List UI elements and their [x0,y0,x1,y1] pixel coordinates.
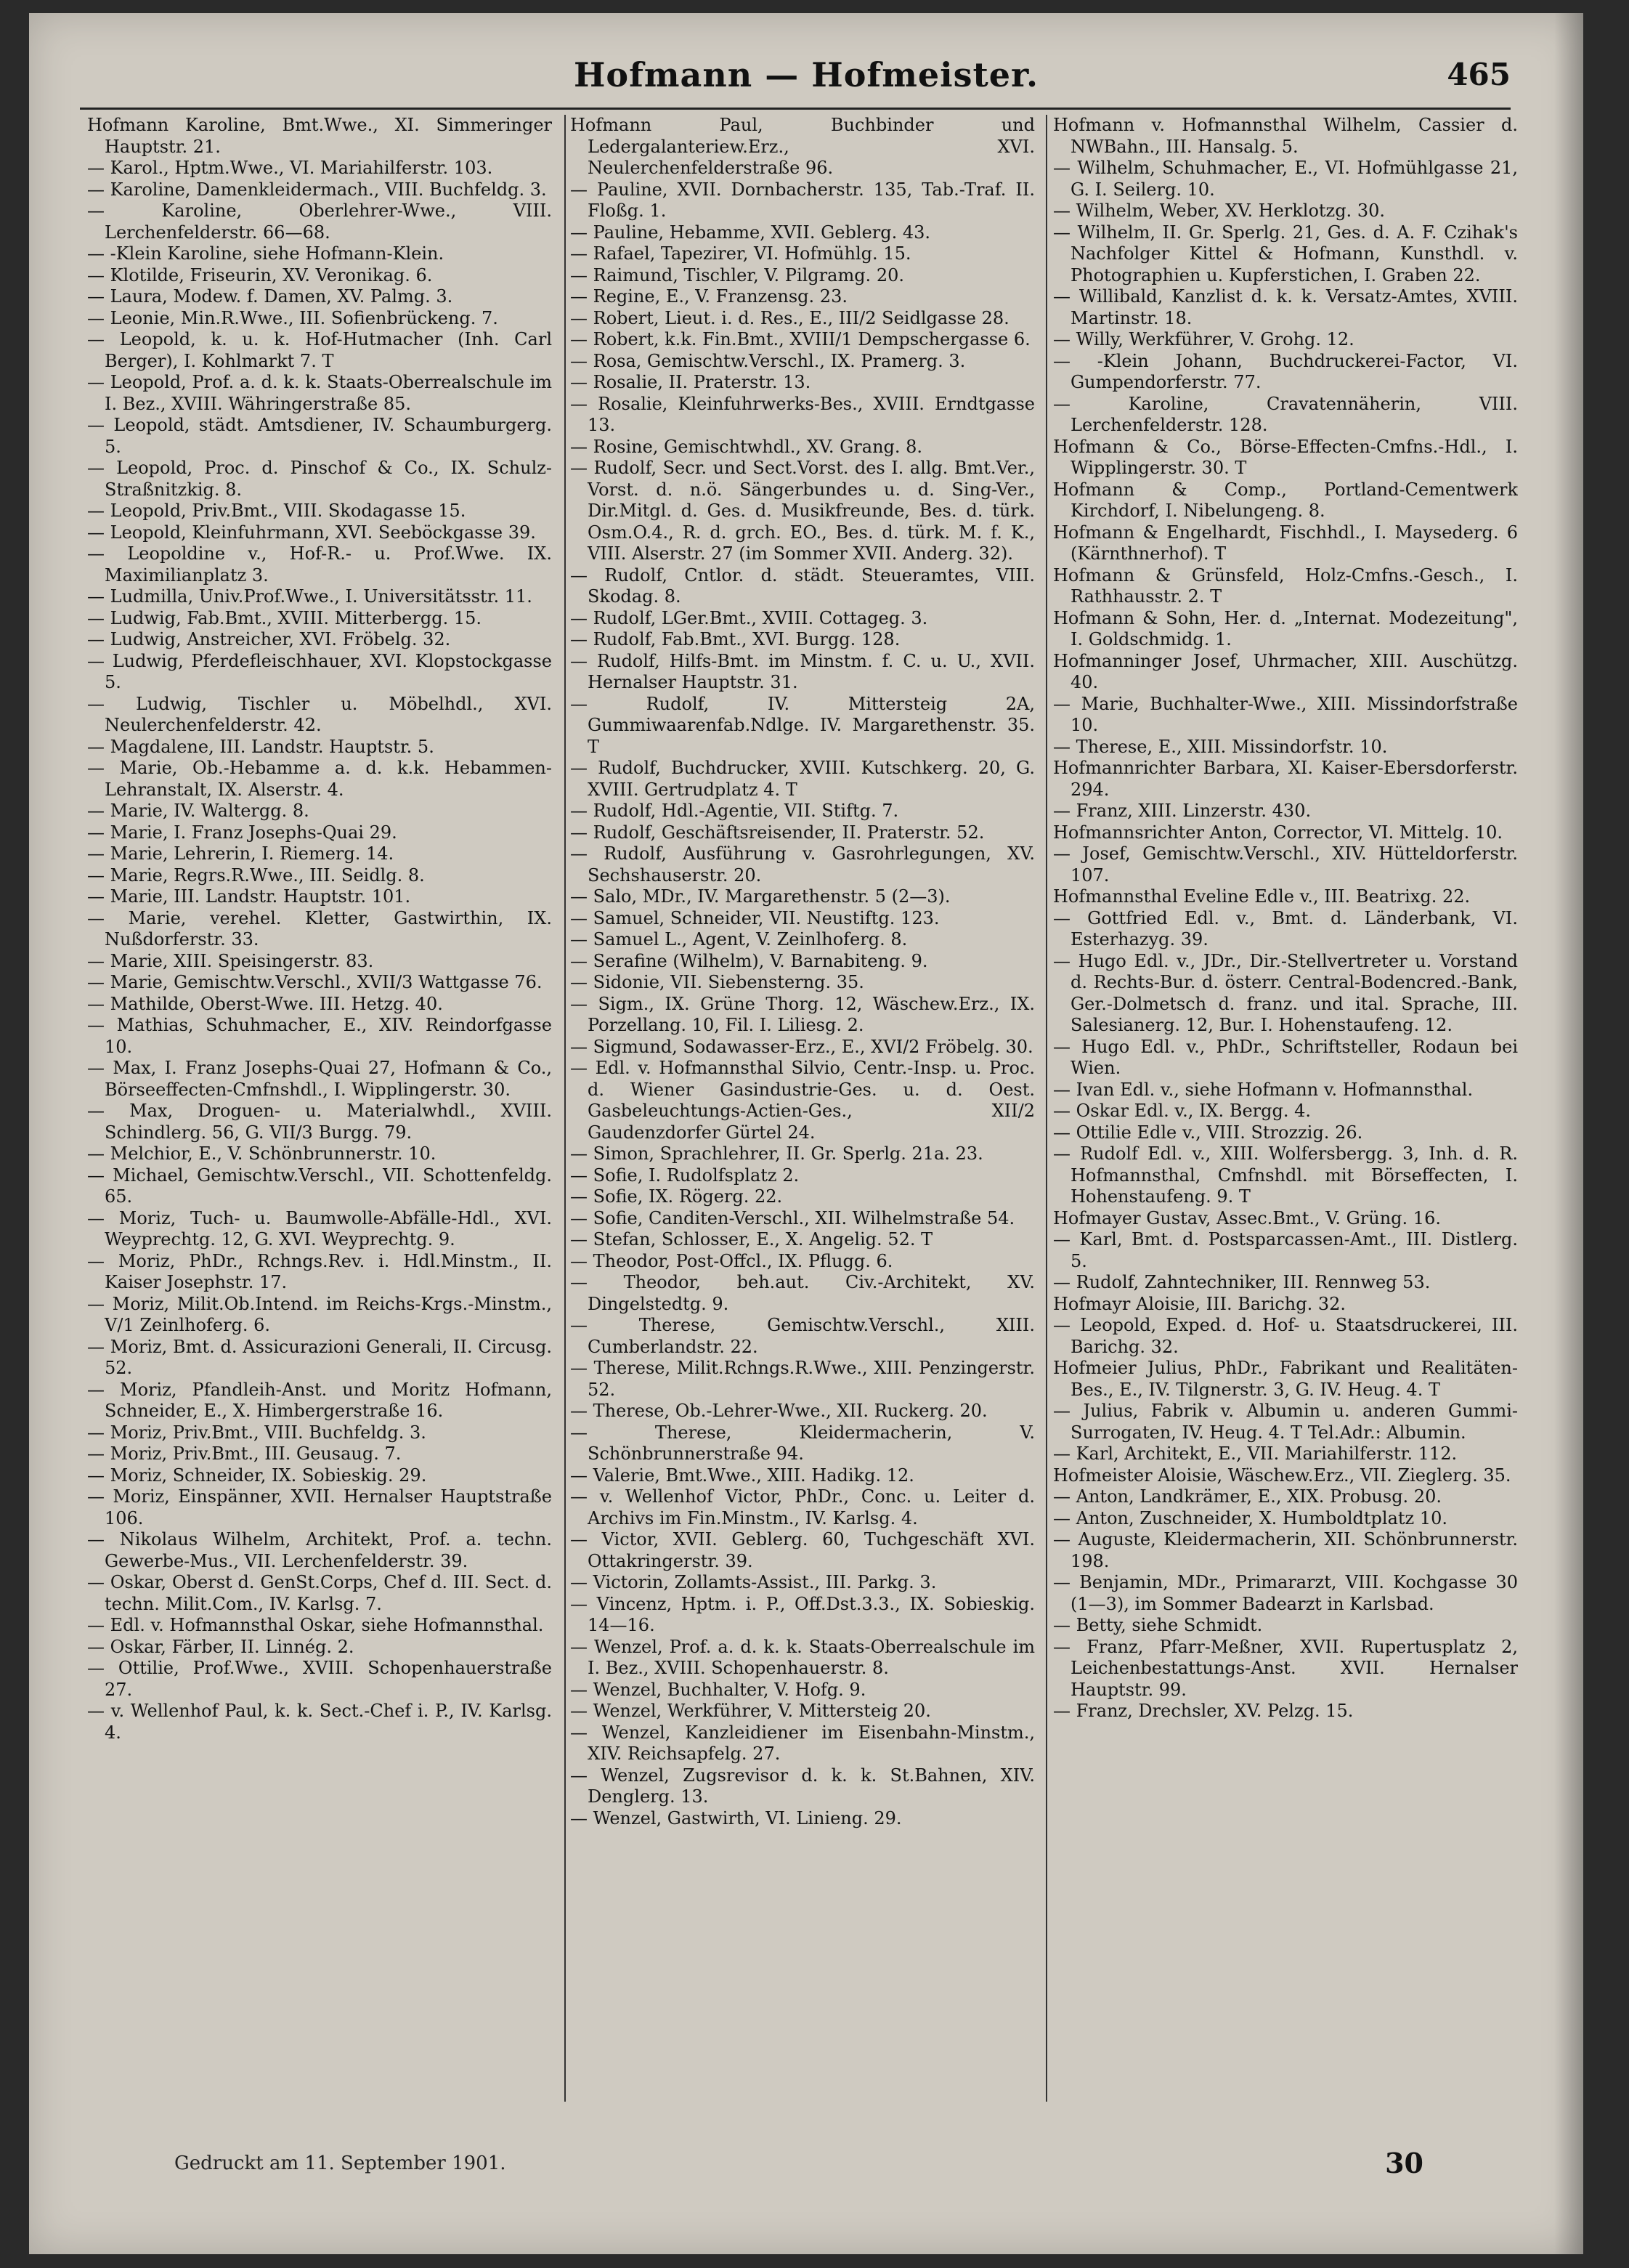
column-divider [564,115,566,2102]
directory-entry: — Moriz, Schneider, IX. Sobieskig. 29. [87,1465,427,1486]
directory-entry: Hofmannsthal Eveline Edle v., III. Beatrixg. 22. [1053,886,1471,907]
print-date: Gedruckt am 11. September 1901. [174,2152,506,2174]
directory-entry: — Rosalie, II. Praterstr. 13. [570,372,811,392]
directory-entry: — Magdalene, III. Landstr. Hauptstr. 5. [87,736,434,757]
directory-entry: Hofmanninger Josef, Uhrmacher, XIII. Auschützg. 40. [1053,650,1518,692]
directory-entry: — Victor, XVII. Geblerg. 60, Tuchgeschäft XVI. Ottakringerstr. 39. [570,1529,1035,1571]
directory-entry: — Leopold, Prof. a. d. k. k. Staats-Oberrealschule im I. Bez., XVIII. Währingerstraße 85. [87,372,552,414]
directory-entry: — Rudolf, IV. Mittersteig 2A, Gummiwaarenfab.Ndlge. IV. Margarethenstr. 35. T [570,693,1035,757]
page-footer [29,2147,1583,2196]
directory-entry: — Ludwig, Anstreicher, XVI. Fröbelg. 32. [87,629,451,649]
directory-entry: — Ludmilla, Univ.Prof.Wwe., I. Universitätsstr. 11. [87,586,532,607]
directory-entry: Hofmann & Sohn, Her. d. „Internat. Modezeitung", I. Goldschmidg. 1. [1053,607,1518,649]
directory-entry: — Regine, E., V. Franzensg. 23. [570,286,848,307]
directory-entry: Hofmannsrichter Anton, Corrector, VI. Mittelg. 10. [1053,822,1503,843]
entry-list [87,115,552,1743]
directory-entry: — Max, I. Franz Josephs-Quai 27, Hofmann & Co., Börseeffecten-Cmfnshdl., I. Wipplingerstr. 30. [87,1058,552,1100]
directory-entry: — Hugo Edl. v., PhDr., Schriftsteller, Rodaun bei Wien. [1053,1036,1518,1078]
directory-entry: — Wilhelm, Weber, XV. Herklotzg. 30. [1053,201,1385,221]
directory-entry: — Rudolf, Ausführung v. Gasrohrlegungen, XV. Sechshauserstr. 20. [570,843,1035,886]
directory-entry: — Wenzel, Prof. a. d. k. k. Staats-Oberrealschule im I. Bez., XVIII. Schopenhauerstr. 8. [570,1636,1035,1678]
directory-entry: — Marie, III. Landstr. Hauptstr. 101. [87,886,411,907]
directory-entry: — Karoline, Cravatennäherin, VIII. Lerchenfelderstr. 128. [1053,393,1518,435]
directory-entry: Hofmeier Julius, PhDr., Fabrikant und Realitäten-Bes., E., IV. Tilgnerstr. 3, G. IV. Heug. 4. T [1053,1358,1518,1400]
header-rule [80,108,1511,110]
directory-entry: — Rudolf, Hdl.-Agentie, VII. Stiftg. 7. [570,801,899,821]
page-number: 465 [1447,57,1511,92]
directory-entry: — Victorin, Zollamts-Assist., III. Parkg. 3. [570,1572,937,1592]
directory-entry: — -Klein Johann, Buchdruckerei-Factor, VI. Gumpendorferstr. 77. [1053,350,1518,392]
directory-entry: — Rosa, Gemischtw.Verschl., IX. Pramerg. 3. [570,350,966,371]
directory-entry: — Salo, MDr., IV. Margarethenstr. 5 (2—3). [570,886,951,907]
directory-entry: — Rudolf, Geschäftsreisender, II. Praterstr. 52. [570,822,985,843]
directory-entry: — Rudolf, Cntlor. d. städt. Steueramtes, VIII. Skodag. 8. [570,564,1035,607]
directory-entry: — v. Wellenhof Victor, PhDr., Conc. u. Leiter d. Archivs im Fin.Minstm., IV. Karlsg. 4. [570,1486,1035,1528]
directory-entry: — Marie, Regrs.R.Wwe., III. Seidlg. 8. [87,864,425,886]
column-divider [1046,115,1047,2102]
directory-entry: — Rosine, Gemischtwhdl., XV. Grang. 8. [570,436,923,457]
directory-entry: — Karoline, Oberlehrer-Wwe., VIII. Lerchenfelderstr. 66—68. [87,201,552,243]
directory-entry: Hofmannrichter Barbara, XI. Kaiser-Ebersdorferstr. 294. [1053,758,1518,800]
directory-entry: — Sofie, Canditen-Verschl., XII. Wilhelmstraße 54. [570,1207,1015,1228]
directory-entry: — Oskar, Oberst d. GenSt.Corps, Chef d. III. Sect. d. techn. Milit.Com., IV. Karlsg. 7. [87,1572,552,1614]
directory-entry: — Theodor, beh.aut. Civ.-Architekt, XV. Dingelstedtg. 9. [570,1272,1035,1314]
directory-entry: — Ludwig, Tischler u. Möbelhdl., XVI. Neulerchenfelderstr. 42. [87,693,552,735]
directory-entry: — Leopoldine v., Hof-R.- u. Prof.Wwe. IX. Maximilianplatz 3. [87,543,552,586]
directory-entry: — Klotilde, Friseurin, XV. Veronikag. 6. [87,264,433,285]
directory-entry: — Sofie, IX. Rögerg. 22. [570,1186,783,1207]
directory-entry: — Leopold, Kleinfuhrmann, XVI. Seeböckgasse 39. [87,522,536,543]
directory-entry: — Auguste, Kleidermacherin, XII. Schönbrunnerstr. 198. [1053,1529,1518,1571]
directory-entry: — Gottfried Edl. v., Bmt. d. Länderbank, VI. Esterhazyg. 39. [1053,907,1518,949]
directory-column-3 [1053,115,1518,2098]
directory-entry: — Michael, Gemischtw.Verschl., VII. Schottenfeldg. 65. [87,1165,552,1207]
directory-entry: — Ludwig, Pferdefleischhauer, XVI. Klopstockgasse 5. [87,650,552,692]
directory-entry: — Moriz, Einspänner, XVII. Hernalser Hauptstraße 106. [87,1486,552,1528]
directory-entry: — Marie, Buchhalter-Wwe., XIII. Missindorfstraße 10. [1053,693,1518,735]
directory-entry: — Moriz, Priv.Bmt., III. Geusaug. 7. [87,1443,402,1464]
directory-entry: Hofmann & Co., Börse-Effecten-Cmfns.-Hdl., I. Wipplingerstr. 30. T [1053,436,1518,478]
directory-entry: — Nikolaus Wilhelm, Architekt, Prof. a. techn. Gewerbe-Mus., VII. Lerchenfelderstr. 39. [87,1529,552,1571]
directory-entry: Hofmann Karoline, Bmt.Wwe., XI. Simmeringer Hauptstr. 21. [87,115,552,157]
directory-entry: — Therese, Gemischtw.Verschl., XIII. Cumberlandstr. 22. [570,1315,1035,1357]
directory-entry: — Marie, Lehrerin, I. Riemerg. 14. [87,843,394,864]
directory-entry: — Moriz, Bmt. d. Assicurazioni Generali, II. Circusg. 52. [87,1336,552,1378]
directory-entry: — Pauline, XVII. Dornbacherstr. 135, Tab.-Traf. II. Floßg. 1. [570,179,1035,221]
directory-entry: — Moriz, Priv.Bmt., VIII. Buchfeldg. 3. [87,1422,426,1443]
directory-entry: — Franz, XIII. Linzerstr. 430. [1053,801,1312,821]
directory-entry: — Samuel L., Agent, V. Zeinlhoferg. 8. [570,929,908,949]
directory-entry: — Mathias, Schuhmacher, E., XIV. Reindorfgasse 10. [87,1015,552,1057]
directory-entry: — Samuel, Schneider, VII. Neustiftg. 123. [570,907,940,928]
directory-entry: — Benjamin, MDr., Primararzt, VIII. Kochgasse 30 (1—3), im Sommer Badearzt in Karlsbad. [1053,1572,1518,1614]
directory-entry: — Rudolf, Fab.Bmt., XVI. Burgg. 128. [570,629,901,649]
directory-entry: — Marie, IV. Waltergg. 8. [87,801,309,821]
directory-entry: — Leopold, Priv.Bmt., VIII. Skodagasse 15. [87,501,466,521]
directory-entry: — Karl, Architekt, E., VII. Mariahilferstr. 112. [1053,1443,1458,1464]
directory-entry: Hofmeister Aloisie, Wäschew.Erz., VII. Zieglerg. 35. [1053,1465,1511,1486]
directory-entry: — Rudolf Edl. v., XIII. Wolfersbergg. 3, Inh. d. R. Hofmannsthal, Cmfnshdl. mit Börseffecten, I. Hohenstaufeng. 9. T [1053,1143,1518,1207]
directory-entry: — Karl, Bmt. d. Postsparcassen-Amt., III. Distlerg. 5. [1053,1229,1518,1271]
directory-entry: — Robert, Lieut. i. d. Res., E., III/2 Seidlgasse 28. [570,307,1010,328]
directory-entry: — Leopold, k. u. k. Hof-Hutmacher (Inh. Carl Berger), I. Kohlmarkt 7. T [87,329,552,371]
directory-entry: — Rudolf, Buchdrucker, XVIII. Kutschkerg. 20, G. XVIII. Gertrudplatz 4. T [570,758,1035,800]
directory-entry: — Marie, verehel. Kletter, Gastwirthin, IX. Nußdorferstr. 33. [87,907,552,949]
directory-entry: — Franz, Pfarr-Meßner, XVII. Rupertusplatz 2, Leichenbestattungs-Anst. XVII. Hernalser Hauptstr. 99. [1053,1636,1518,1700]
directory-entry: — Josef, Gemischtw.Verschl., XIV. Hütteldorferstr. 107. [1053,843,1518,886]
directory-entry: — Valerie, Bmt.Wwe., XIII. Hadikg. 12. [570,1465,914,1486]
directory-entry: — Wilhelm, Schuhmacher, E., VI. Hofmühlgasse 21, G. I. Seilerg. 10. [1053,158,1518,200]
directory-entry: — Laura, Modew. f. Damen, XV. Palmg. 3. [87,286,453,307]
directory-entry: — Simon, Sprachlehrer, II. Gr. Sperlg. 21a. 23. [570,1143,983,1164]
directory-entry: — Ivan Edl. v., siehe Hofmann v. Hofmannsthal. [1053,1079,1474,1100]
directory-entry: — Rafael, Tapezirer, VI. Hofmühlg. 15. [570,243,911,264]
entry-list [1053,115,1518,1722]
directory-entry: — Anton, Zuschneider, X. Humboldtplatz 10. [1053,1507,1447,1528]
directory-entry: — Leopold, städt. Amtsdiener, IV. Schaumburgerg. 5. [87,415,552,457]
directory-entry: — Ottilie, Prof.Wwe., XVIII. Schopenhauerstraße 27. [87,1658,552,1700]
directory-entry: — Oskar Edl. v., IX. Bergg. 4. [1053,1101,1312,1121]
directory-entry: — Rudolf, Secr. und Sect.Vorst. des I. allg. Bmt.Ver., Vorst. d. n.ö. Sängerbundes u. d. Sing-Ver., Dir.Mitgl. d. Ges. d. Musikfreunde, Bes. d. türk. Osm.O.4., R. d. grch. EO., Bes. d. türk. M. f. K., VIII. Alserstr. 27 (im Sommer XVII. Anderg. 32). [570,458,1035,564]
directory-entry: — Sigm., IX. Grüne Thorg. 12, Wäschew.Erz., IX. Porzellang. 10, Fil. I. Liliesg. 2. [570,993,1035,1035]
directory-entry: — Ludwig, Fab.Bmt., XVIII. Mitterbergg. 15. [87,607,482,628]
directory-page [29,13,1583,2254]
directory-entry: — Betty, siehe Schmidt. [1053,1615,1263,1635]
directory-entry: — Franz, Drechsler, XV. Pelzg. 15. [1053,1701,1354,1721]
directory-entry: — Max, Droguen- u. Materialwhdl., XVIII. Schindlerg. 56, G. VII/3 Burgg. 79. [87,1101,552,1143]
directory-entry: — Willy, Werkführer, V. Grohg. 12. [1053,329,1354,349]
directory-entry: — v. Wellenhof Paul, k. k. Sect.-Chef i. P., IV. Karlsg. 4. [87,1701,552,1743]
directory-entry: — Sigmund, Sodawasser-Erz., E., XVI/2 Fröbelg. 30. [570,1036,1033,1057]
directory-entry: — Leopold, Proc. d. Pinschof & Co., IX. Schulz-Straßnitzkig. 8. [87,458,552,500]
directory-entry: Hofmann & Grünsfeld, Holz-Cmfns.-Gesch., I. Rathhausstr. 2. T [1053,564,1518,607]
directory-entry: — Raimund, Tischler, V. Pilgramg. 20. [570,264,904,285]
directory-entry: — Sofie, I. Rudolfsplatz 2. [570,1165,800,1186]
directory-entry: — Karoline, Damenkleidermach., VIII. Buchfeldg. 3. [87,179,547,200]
directory-entry: — Willibald, Kanzlist d. k. k. Versatz-Amtes, XVIII. Martinstr. 18. [1053,286,1518,328]
directory-entry: Hofmann Paul, Buchbinder und Ledergalanteriew.Erz., XVI. Neulerchenfelderstraße 96. [570,115,1035,178]
directory-entry: — Moriz, Milit.Ob.Intend. im Reichs-Krgs.-Minstm., V/1 Zeinlhoferg. 6. [87,1293,552,1335]
directory-entry: — Mathilde, Oberst-Wwe. III. Hetzg. 40. [87,993,443,1014]
running-title: Hofmann — Hofmeister. [573,55,1039,94]
directory-entry: — Wenzel, Gastwirth, VI. Linieng. 29. [570,1807,902,1828]
directory-entry: — Melchior, E., V. Schönbrunnerstr. 10. [87,1143,436,1164]
directory-entry: — Marie, I. Franz Josephs-Quai 29. [87,822,397,843]
directory-entry: Hofmayer Gustav, Assec.Bmt., V. Grüng. 16. [1053,1207,1441,1228]
directory-entry: — Wenzel, Buchhalter, V. Hofg. 9. [570,1679,866,1700]
directory-column-2 [570,115,1035,2098]
directory-entry: — Edl. v. Hofmannsthal Silvio, Centr.-Insp. u. Proc. d. Wiener Gasindustrie-Ges. u. d. Oest. Gasbeleuchtungs-Actien-Ges., XII/2 Gaudenzdorfer Gürtel 24. [570,1058,1035,1143]
directory-entry: — Robert, k.k. Fin.Bmt., XVIII/1 Dempschergasse 6. [570,329,1031,349]
directory-entry: — Marie, Gemischtw.Verschl., XVII/3 Wattgasse 76. [87,972,543,992]
directory-entry: — Rudolf, Zahntechniker, III. Rennweg 53. [1053,1272,1431,1292]
directory-entry: Hofmann v. Hofmannsthal Wilhelm, Cassier d. NWBahn., III. Hansalg. 5. [1053,115,1518,157]
directory-entry: Hofmayr Aloisie, III. Barichg. 32. [1053,1293,1346,1314]
directory-entry: — Serafine (Wilhelm), V. Barnabiteng. 9. [570,950,928,971]
directory-entry: — Leopold, Exped. d. Hof- u. Staatsdruckerei, III. Barichg. 32. [1053,1315,1518,1357]
directory-entry: — Moriz, Tuch- u. Baumwolle-Abfälle-Hdl., XVI. Weyprechtg. 12, G. XVI. Weyprechtg. 9. [87,1207,552,1250]
directory-entry: — Rudolf, LGer.Bmt., XVIII. Cottageg. 3. [570,607,928,628]
directory-entry: — Edl. v. Hofmannsthal Oskar, siehe Hofmannsthal. [87,1615,544,1635]
sheet-signature: 30 [1385,2147,1423,2179]
directory-entry: — Wenzel, Werkführer, V. Mittersteig 20. [570,1701,931,1721]
directory-entry: — Rosalie, Kleinfuhrwerks-Bes., XVIII. Erndtgasse 13. [570,393,1035,435]
directory-entry: — Therese, Ob.-Lehrer-Wwe., XII. Ruckerg. 20. [570,1401,988,1421]
directory-entry: — Therese, E., XIII. Missindorfstr. 10. [1053,736,1388,757]
directory-entry: — Oskar, Färber, II. Linnég. 2. [87,1636,354,1657]
directory-entry: — Anton, Landkrämer, E., XIX. Probusg. 20. [1053,1486,1442,1507]
directory-entry: — Therese, Kleidermacherin, V. Schönbrunnerstraße 94. [570,1422,1035,1464]
directory-entry: — Hugo Edl. v., JDr., Dir.-Stellvertreter u. Vorstand d. Rechts-Bur. d. österr. Central-Bodencred.-Bank, Ger.-Dolmetsch d. franz. und ital. Sprache, III. Salesianerg. 12, Bur. I. Hohenstaufeng. 12. [1053,950,1518,1035]
directory-column-1 [87,115,552,2098]
directory-entry: — -Klein Karoline, siehe Hofmann-Klein. [87,243,444,264]
directory-entry: — Theodor, Post-Offcl., IX. Pflugg. 6. [570,1250,893,1271]
entry-list [570,115,1035,1829]
directory-entry: — Sidonie, VII. Siebensterng. 35. [570,972,864,992]
directory-entry: — Marie, Ob.-Hebamme a. d. k.k. Hebammen-Lehranstalt, IX. Alserstr. 4. [87,758,552,800]
directory-entry: — Julius, Fabrik v. Albumin u. anderen Gummi-Surrogaten, IV. Heug. 4. T Tel.Adr.: Albumin. [1053,1401,1518,1443]
directory-entry: — Therese, Milit.Rchngs.R.Wwe., XIII. Penzingerstr. 52. [570,1358,1035,1400]
directory-entry: — Moriz, PhDr., Rchngs.Rev. i. Hdl.Minstm., II. Kaiser Josephstr. 17. [87,1250,552,1292]
directory-entry: — Wenzel, Kanzleidiener im Eisenbahn-Minstm., XIV. Reichsapfelg. 27. [570,1722,1035,1764]
directory-entry: — Wilhelm, II. Gr. Sperlg. 21, Ges. d. A. F. Czihak's Nachfolger Kittel & Hofmann, Kunsthdl. v. Photographien u. Kupferstichen, I. Graben 22. [1053,222,1518,285]
directory-entry: — Karol., Hptm.Wwe., VI. Mariahilferstr. 103. [87,158,493,178]
directory-entry: — Moriz, Pfandleih-Anst. und Moritz Hofmann, Schneider, E., X. Himbergerstraße 16. [87,1379,552,1421]
directory-entry: — Stefan, Schlosser, E., X. Angelig. 52. T [570,1229,933,1250]
directory-entry: — Pauline, Hebamme, XVII. Geblerg. 43. [570,222,931,243]
directory-entry: Hofmann & Comp., Portland-Cementwerk Kirchdorf, I. Nibelungeng. 8. [1053,479,1518,521]
directory-entry: — Leonie, Min.R.Wwe., III. Sofienbrückeng. 7. [87,307,498,328]
directory-entry: — Vincenz, Hptm. i. P., Off.Dst.3.3., IX. Sobieskig. 14—16. [570,1593,1035,1635]
directory-entry: — Rudolf, Hilfs-Bmt. im Minstm. f. C. u. U., XVII. Hernalser Hauptstr. 31. [570,650,1035,692]
directory-entry: Hofmann & Engelhardt, Fischhdl., I. Maysederg. 6 (Kärnthnerhof). T [1053,522,1518,564]
directory-entry: — Marie, XIII. Speisingerstr. 83. [87,950,374,971]
directory-entry: — Ottilie Edle v., VIII. Strozzig. 26. [1053,1122,1363,1143]
directory-entry: — Wenzel, Zugsrevisor d. k. k. St.Bahnen, XIV. Denglerg. 13. [570,1765,1035,1807]
page-header [29,55,1583,106]
